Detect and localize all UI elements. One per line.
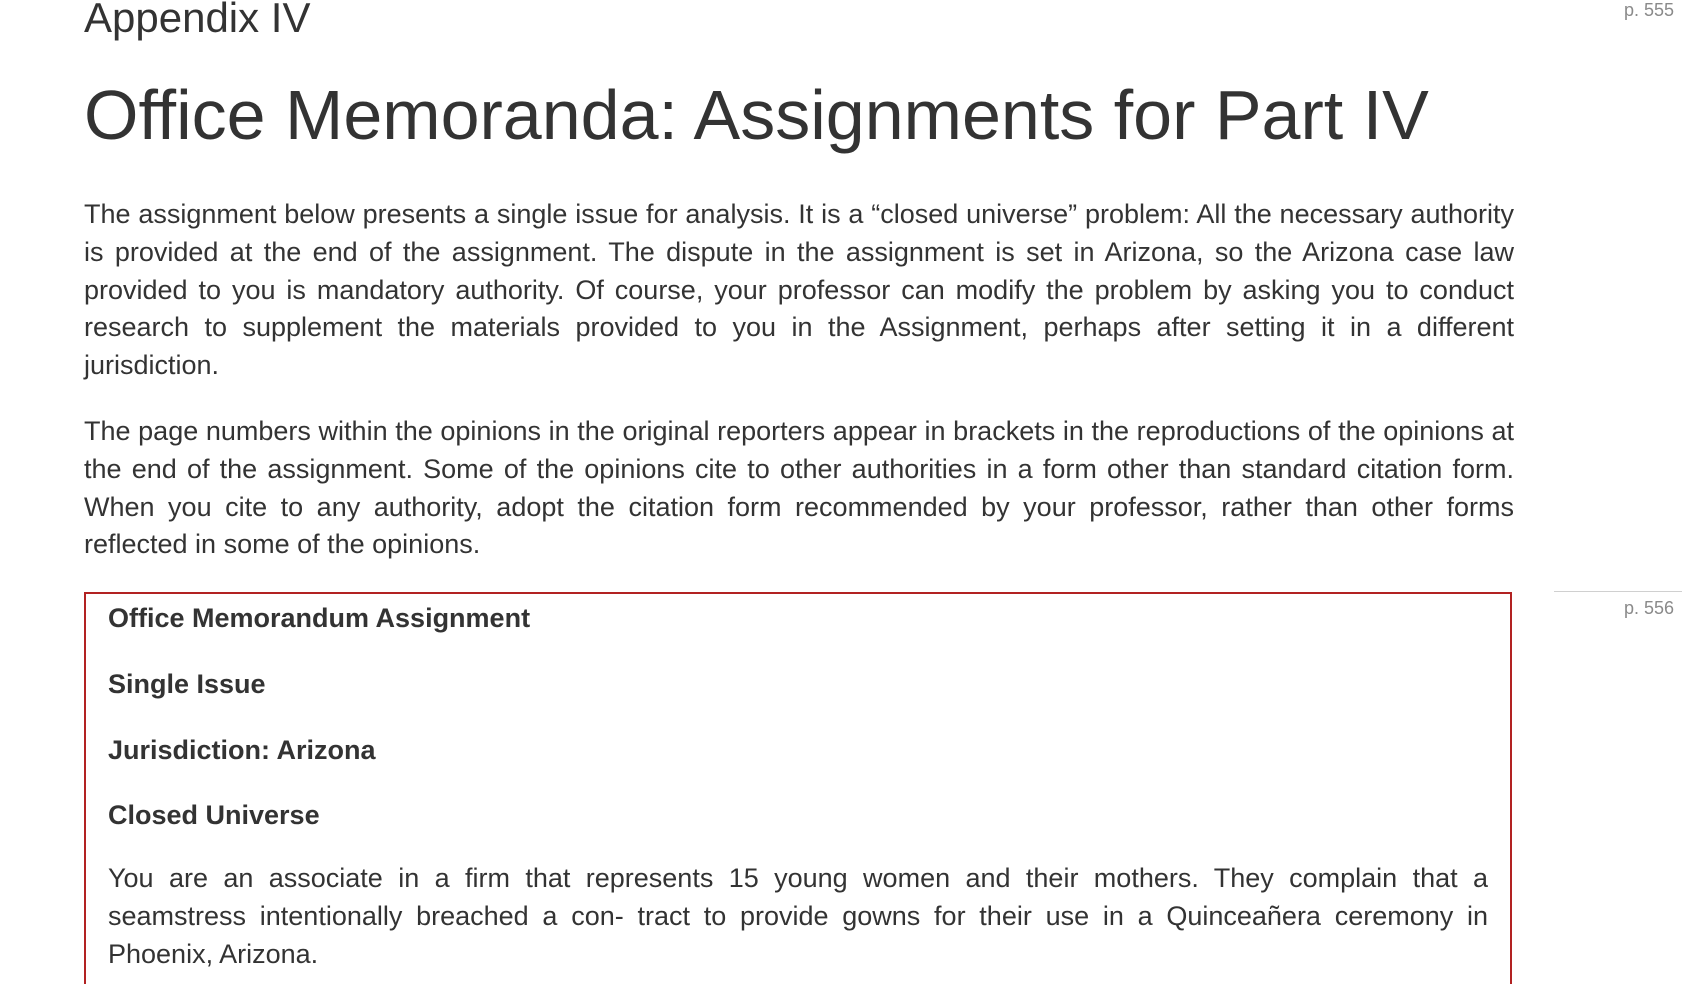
page-number-marker: p. 556 bbox=[1623, 598, 1674, 618]
issue-heading: Single Issue bbox=[108, 669, 266, 699]
page-number-marker: p. 555 bbox=[1623, 0, 1674, 20]
intro-paragraph: The assignment below presents a single issue for analysis. It is a “closed universe” problem: All the necessary authority is provided at the end of the assignment. The dispute in the assignment is set in Arizona, so the Arizona case law provided to you is mandatory authority. Of course, your professor can modify the problem by asking you to conduct research to supplement the materials provided to you in the Assignment, perhaps after setting it in a different jurisdiction. bbox=[84, 199, 1514, 381]
assignment-facts-paragraph: You are an associate in a firm that represents 15 young women and their mothers. They complain that a seamstress intentionally breached a con- tract to provide gowns for their use in a Quinceañera ceremony in Phoenix, Arizona. bbox=[108, 863, 1488, 969]
page-title: Office Memoranda: Assignments for Part IV bbox=[84, 76, 1429, 154]
appendix-label: Appendix IV bbox=[84, 0, 311, 41]
jurisdiction-heading: Jurisdiction: Arizona bbox=[108, 735, 376, 765]
page-break-rule bbox=[1554, 591, 1682, 592]
assignment-box bbox=[84, 592, 1512, 984]
assignment-heading: Office Memorandum Assignment bbox=[108, 603, 531, 633]
page-numbers-paragraph: The page numbers within the opinions in the original reporters appear in brackets in the reproductions of the opinions at the end of the assignment. Some of the opinions cite to other authorities in a form other than standard citation form. When you cite to any authority, adopt the citation form recommended by your professor, rather than other forms reflected in some of the opinions. bbox=[84, 416, 1514, 560]
universe-heading: Closed Universe bbox=[108, 800, 320, 830]
